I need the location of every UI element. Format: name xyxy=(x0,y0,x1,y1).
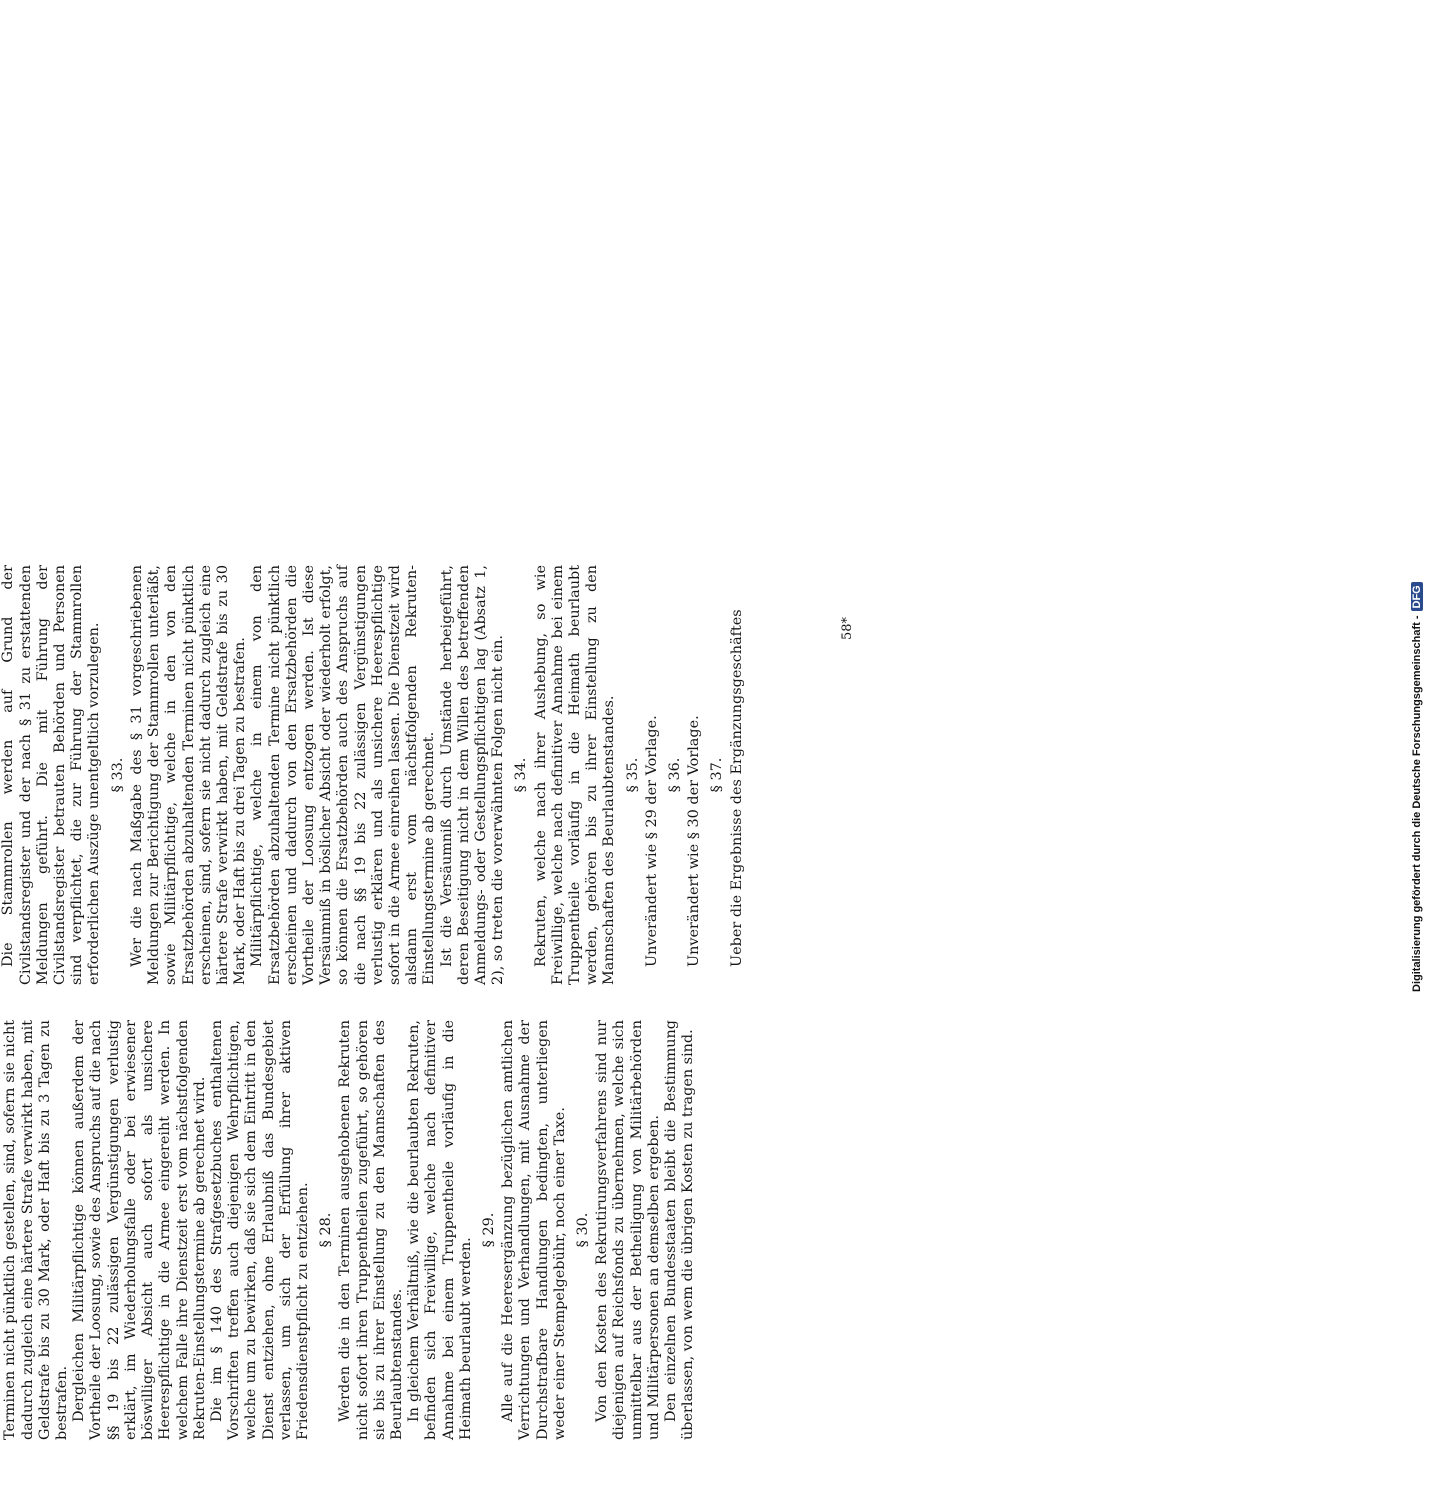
paragraph-text: Die im § 140 des Strafgesetzbuches enthaltenen Vorschriften treffen auch diejenigen Wehrpflichtigen, welche um zu bewirken, daß sie sich dem Eintritt in den Dienst entziehen, ohne Erlaubniß das Bundesgebiet verlassen, um sich der Erfüllung ihrer aktiven Friedensdienstpflicht zu entziehen. xyxy=(208,1020,311,1440)
paragraph-text: Werden die in den Terminen ausgehobenen Rekruten nicht sofort ihren Truppentheilen zugeführt, so gehören sie bis zu ihrer Einstellung zu den Mannschaften des Beurlaubtenstandes. xyxy=(337,1020,405,1440)
paragraph-text: Den einzelnen Bundesstaaten bleibt die Bestimmung überlassen, von wem die übrigen Kosten zu tragen sind. xyxy=(662,1020,697,1440)
dfg-logo: DFG xyxy=(1411,582,1423,611)
paragraph-text: Unverändert wie § 29 der Vorlage. xyxy=(643,715,660,967)
right-column-beschluesse xyxy=(0,565,746,985)
paragraph-text: Von den Kosten des Rekrutirungsverfahrens sind nur diejenigen auf Reichsfonds zu übernehmen, welche sich unmittelbar aus der Betheiligung von Militärbehörden und Militärpersonen an demselben ergeben. xyxy=(594,1020,662,1440)
dfg-notice xyxy=(1408,8,1426,992)
paragraph-sign-34: § 34. xyxy=(513,757,530,793)
paragraph-sign-30: § 30. xyxy=(574,1212,591,1248)
paragraph-text: Rekruten, welche nach ihrer Aushebung, so wie Freiwillige, welche nach definitiver Annahme bei einem Truppentheile vorläufig in die Heimath beurlaubt werden, gehören bis zu ihrer Einstellung zu den Mannschaften des Beurlaubtenstandes. xyxy=(532,565,618,985)
paragraph-text: Unverändert wie § 30 der Vorlage. xyxy=(686,715,703,967)
paragraph-text: Ueber die Ergebnisse des Ergänzungsgeschäftes xyxy=(728,609,745,967)
left-column-vorlage xyxy=(0,1020,697,1440)
paragraph-text: Alle auf die Heeresergänzung bezüglichen amtlichen Verrichtungen und Verhandlungen, mit Ausnahme der Durchstrafbare Handlungen bedingten, unterliegen weder einer Stempelgebühr, noch einer Taxe. xyxy=(500,1020,568,1440)
paragraph-text: Militärpflichtige, welche in einem von den Ersatzbehörden abzuhaltenden Termine nicht pünktlich erscheinen und dadurch von den Ersatzbehörden die Vortheile der Loosung entzogen werden. Ist diese Versäumniß in böslicher Absicht oder wiederholt erfolgt, so können die Ersatzbehörden auch des Anspruchs auf die nach §§ 19 bis 22 zulässigen Vergünstigungen verlustig erklären und als unsichere Heerespflichtige sofort in die Armee einreihen lassen. Die Dienstzeit wird alsdann erst vom nächstfolgenden Rekruten-Einstellungstermine ab gerechnet. xyxy=(249,565,438,985)
paragraph-text: Die Stammrollen werden auf Grund der Civilstandsregister und der nach § 31 zu erstattenden Meldungen geführt. Die mit Führung der Civilstandsregister betrauten Behörden und Personen sind verpflichtet, die zur Führung der Stammrollen erforderlichen Auszüge unentgeltlich vorzulegen. xyxy=(0,565,103,985)
paragraph-sign-33: § 33. xyxy=(109,757,126,793)
paragraph-sign-36: § 36. xyxy=(666,757,683,793)
paragraph-sign-28: § 28. xyxy=(318,1212,335,1248)
paragraph-text: Wer die nach Maßgabe des § 31 vorgeschriebenen Meldungen zur Berichtigung der Stammrollen unterläßt, sowie Militärpflichtige, welche in den von den Ersatzbehörden abzuhaltenden Terminen nicht pünktlich erscheinen, sind, sofern sie nicht dadurch zugleich eine härtere Strafe verwirkt haben, mit Geldstrafe bis zu 30 Mark, oder Haft bis zu drei Tagen zu bestrafen. xyxy=(128,565,249,985)
paragraph-text: Terminen nicht pünktlich gestellen, sind, sofern sie nicht dadurch zugleich eine härtere Strafe verwirkt haben, mit Geldstrafe bis zu 30 Mark, oder Haft bis zu 3 Tagen zu bestrafen. xyxy=(2,1020,71,1440)
paragraph-text: Ist die Versäumniß durch Umstände herbeigeführt, deren Beseitigung nicht in dem Willen des betreffenden Anmeldungs- oder Gestellungspflichtigen lag (Absatz 1, 2), so treten die vorerwähnten Folgen nicht ein. xyxy=(438,565,507,985)
paragraph-sign-35: § 35. xyxy=(624,757,641,793)
rotated-page xyxy=(0,500,932,1500)
dfg-notice-text: Digitalisierung gefördert durch die Deutsche Forschungsgemeinschaft - xyxy=(1411,615,1423,992)
signature-mark: 58* xyxy=(840,616,855,640)
paragraph-text: In gleichem Verhältniß, wie die beurlaubten Rekruten, befinden sich Freiwillige, welche nach definitiver Annahme bei einem Truppentheile vorläufig in die Heimath beurlaubt werden. xyxy=(406,1020,474,1440)
paragraph-text: Dergleichen Militärpflichtige können außerdem der Vortheile der Loosung, sowie des Anspruchs auf die nach §§ 19 bis 22 zulässigen Vergünstigungen verlustig erklärt, im Wiederholungsfalle oder bei erwiesener böswilliger Absicht auch sofort als unsichere Heerespflichtige in die Armee eingereiht werden. In welchem Falle ihre Dienstzeit erst vom nächstfolgenden Rekruten-Einstellungstermine ab gerechnet wird. xyxy=(71,1020,208,1440)
paragraph-sign-29: § 29. xyxy=(480,1212,497,1248)
paragraph-sign-37: § 37. xyxy=(709,757,726,793)
